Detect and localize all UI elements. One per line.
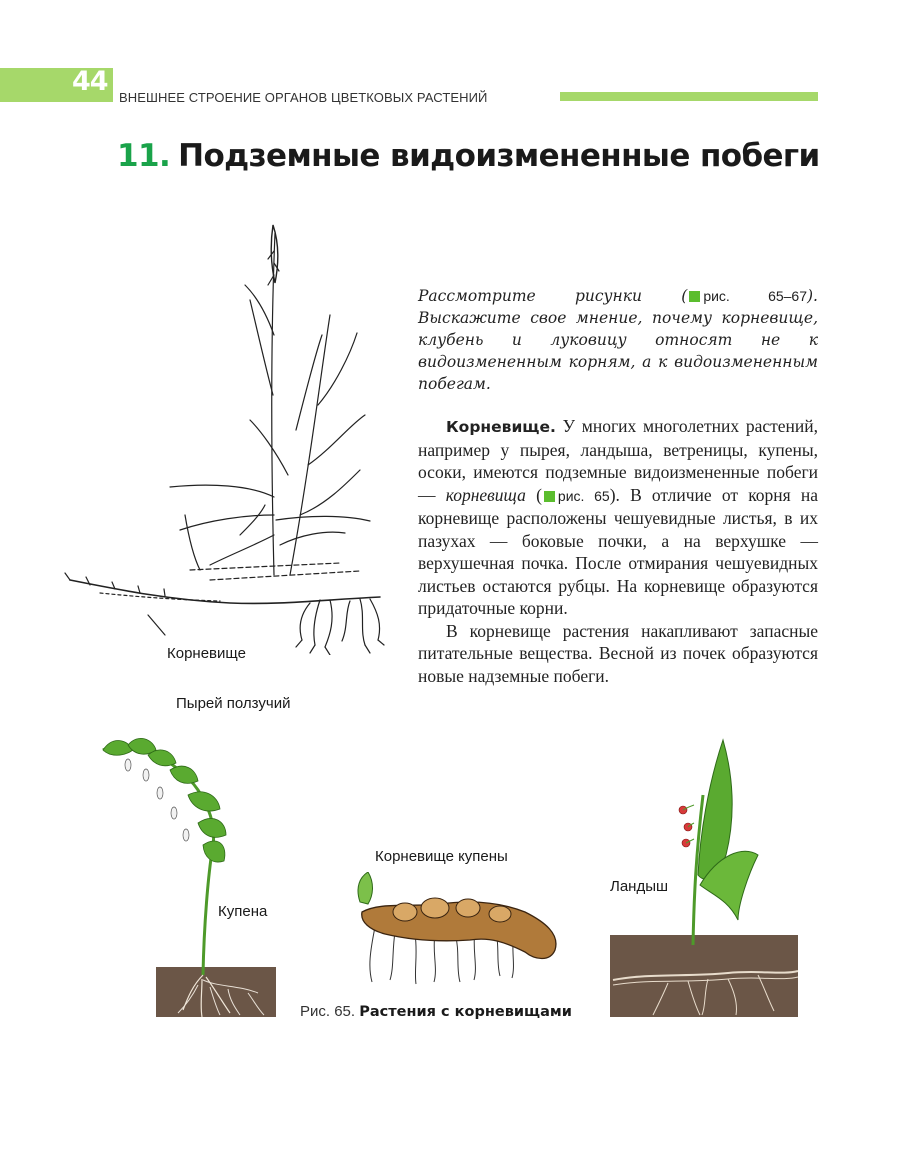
label-kupena: Купена — [218, 903, 268, 920]
kupena-illustration — [98, 735, 283, 1020]
section-title — [117, 138, 820, 174]
figure-ref-square-icon — [544, 491, 555, 502]
prompt-paragraph — [418, 285, 818, 395]
paragraph-text: У многих многолетних растений, например у пырея, ландыша, ветреницы, купены, осоки, имеются подземные видоизмененные побеги — — [418, 416, 818, 505]
term-rhizome-italic: корневища — [445, 484, 526, 505]
label-landysh: Ландыш — [610, 878, 669, 895]
label-wheatgrass: Пырей ползучий — [176, 695, 291, 712]
paragraph-text: ). В отличие от корня на корневище расположены чешуевидные листья, в их пазухах — боковые почки, а на верхушке — верхушечная почка. После отмирания чешуевидных листьев остаются рубцы. На корневище образуются придаточные корни. — [418, 484, 819, 618]
paragraph-rhizome — [418, 415, 818, 620]
figure-caption-title: Растения с корневищами — [359, 1004, 572, 1020]
figure-caption — [300, 1003, 572, 1020]
paragraph-storage: В корневище растения накапливают запасные питательные вещества. Весной из почек образуются новые надземные побеги. — [418, 620, 818, 686]
landysh-illustration — [608, 735, 803, 1020]
body-figure-ref: рис. 65 — [557, 487, 610, 504]
figure-ref-square-icon — [689, 291, 700, 302]
section-title-text: Подземные видоизмененные побеги — [178, 138, 820, 174]
label-rhizome: Корневище — [167, 645, 246, 662]
prompt-lead: Рассмотрите рисунки ( — [418, 287, 688, 305]
header-accent-bar-right — [560, 92, 818, 101]
prompt-rest: ). Выскажите свое мнение, почему корневище, клубень и луковицу относят не к видоизмененным корням, а к видоизмененным побегам. — [418, 287, 818, 393]
body-text — [418, 415, 818, 687]
section-number: 11. — [117, 138, 171, 174]
page-number: 44 — [72, 66, 108, 97]
running-title: ВНЕШНЕЕ СТРОЕНИЕ ОРГАНОВ ЦВЕТКОВЫХ РАСТЕНИЙ — [119, 90, 488, 105]
figure-caption-prefix: Рис. 65. — [300, 1003, 360, 1020]
paragraph-text: ( — [525, 484, 542, 505]
label-kupena-rhizome: Корневище купены — [375, 848, 508, 865]
kupena-rhizome-illustration — [350, 872, 570, 987]
term-rhizome: Корневище. — [446, 418, 556, 436]
wheatgrass-illustration — [60, 215, 390, 655]
prompt-figure-ref: рис. 65–67 — [703, 288, 807, 304]
